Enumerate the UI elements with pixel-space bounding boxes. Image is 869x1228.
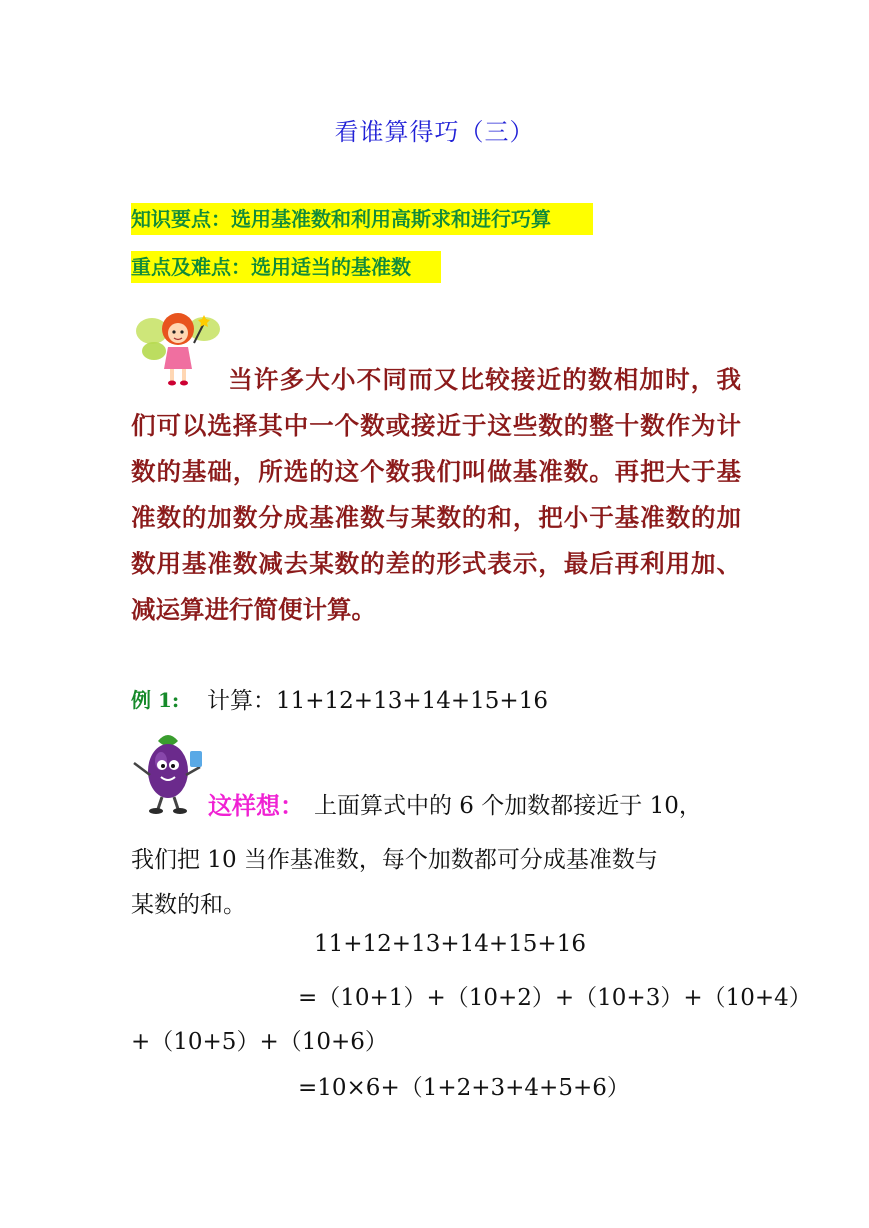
eggplant-cartoon-icon [128, 727, 208, 815]
intro-text: 当许多大小不同而又比较接近的数相加时，我们可以选择其中一个数或接近于这些数的整十数作为计数的基础，所选的这个数我们叫做基准数。再把大于基准数的加数分成基准数与某数的和，把小于基准数的加数用基准数减去某数的差的形式表示，最后再利用加、减运算进行简便计算。 [131, 365, 741, 624]
thinking-label: 这样想： [208, 792, 304, 820]
key-difficult-point: 重点及难点：选用适当的基准数 [131, 251, 441, 283]
solution-line-2: =（10+1）+（10+2）+（10+3）+（10+4） [298, 985, 812, 1011]
solution-line-3: +（10+5）+（10+6） [131, 1029, 388, 1055]
thinking-line-1: 上面算式中的 6 个加数都接近于 10， [314, 793, 702, 819]
knowledge-point: 知识要点：选用基准数和利用高斯求和进行巧算 [131, 203, 593, 235]
thinking-line-3: 某数的和。 [131, 892, 246, 918]
example-label: 例 1: [131, 688, 180, 712]
intro-paragraph [131, 357, 741, 633]
solution-line-4: =10×6+（1+2+3+4+5+6） [298, 1075, 630, 1101]
example-problem: 计算：11+12+13+14+15+16 [207, 688, 548, 714]
page-title: 看谁算得巧（三） [334, 118, 535, 146]
solution-line-1: 11+12+13+14+15+16 [314, 931, 586, 957]
thinking-line-2: 我们把 10 当作基准数，每个加数都可分成基准数与 [131, 847, 658, 873]
